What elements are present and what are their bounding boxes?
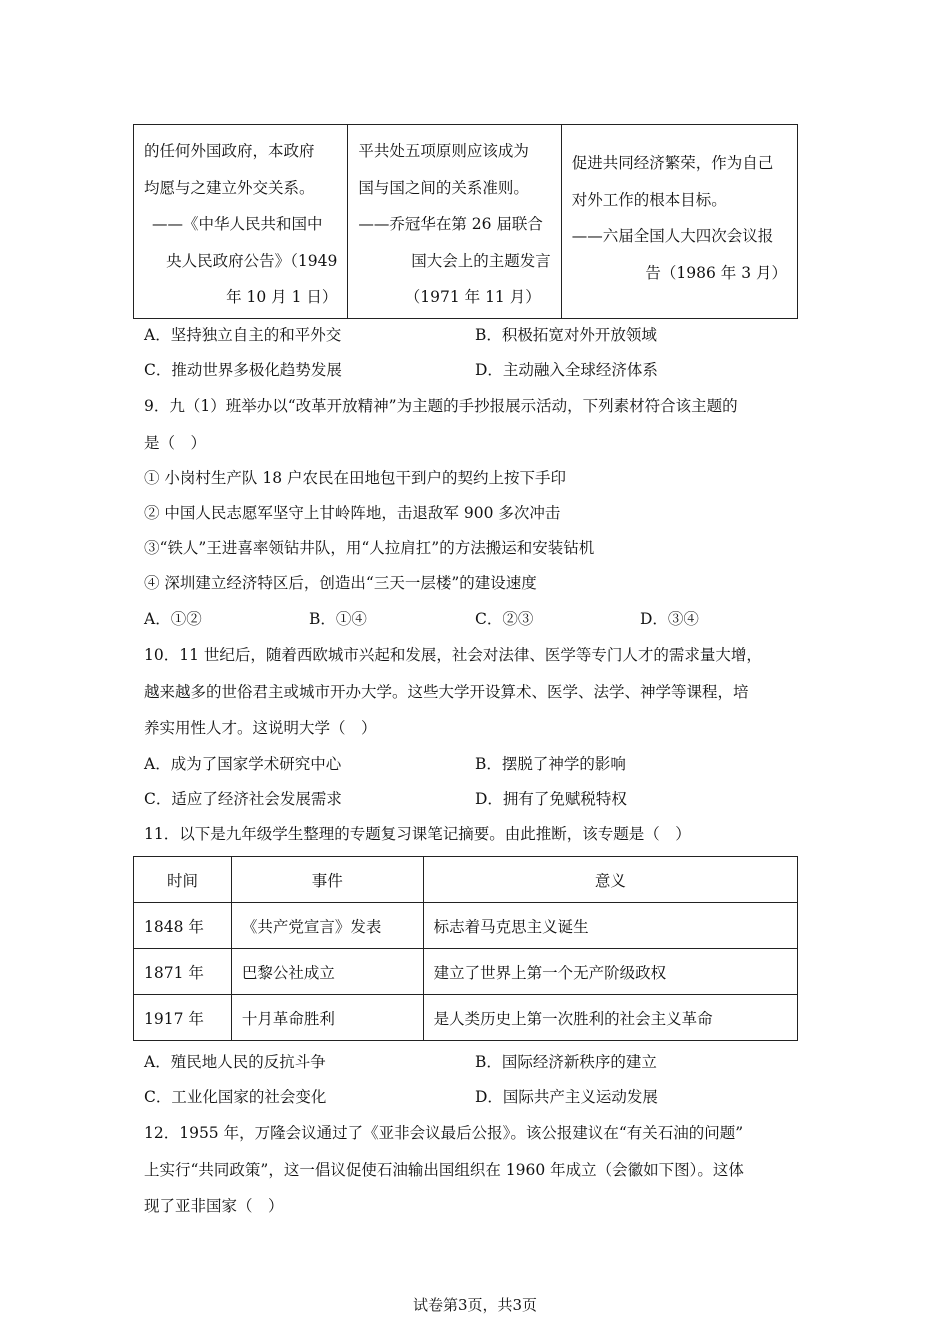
table-cell: 1917 年 bbox=[134, 995, 232, 1041]
q8-option-d[interactable]: D．主动融入全球经济体系 bbox=[475, 361, 658, 379]
q10-stem: 养实用性人才。这说明大学（ ） bbox=[144, 719, 377, 737]
q10-option-c[interactable]: C．适应了经济社会发展需求 bbox=[144, 790, 342, 808]
quote-cell-1949 bbox=[134, 125, 347, 318]
quote-cell-1971 bbox=[347, 125, 560, 318]
q8-option-a[interactable]: A．坚持独立自主的和平外交 bbox=[144, 326, 342, 344]
quote-source: 国大会上的主题发言 bbox=[411, 251, 551, 270]
quote-line: 均愿与之建立外交关系。 bbox=[144, 178, 315, 197]
q12-stem: 12．1955 年，万隆会议通过了《亚非会议最后公报》。该公报建议在“有关石油的问题” bbox=[144, 1124, 744, 1142]
quote-cell-1986 bbox=[561, 125, 797, 318]
table-header: 时间 bbox=[134, 857, 232, 903]
q8-option-c[interactable]: C．推动世界多极化趋势发展 bbox=[144, 361, 342, 379]
q9-option-a[interactable]: A．①② bbox=[144, 610, 202, 628]
table-header: 意义 bbox=[423, 857, 797, 903]
table-cell: 是人类历史上第一次胜利的社会主义革命 bbox=[423, 995, 797, 1041]
table-row bbox=[134, 995, 798, 1041]
q9-option-b[interactable]: B．①④ bbox=[309, 610, 367, 628]
q9-stem: 是（ ） bbox=[144, 434, 207, 452]
q9-item-1: ① 小岗村生产队 18 户农民在田地包干到户的契约上按下手印 bbox=[144, 469, 567, 487]
q9-option-d[interactable]: D．③④ bbox=[640, 610, 699, 628]
q12-stem: 上实行“共同政策”，这一倡议促使石油输出国组织在 1960 年成立（会徽如下图）。这体 bbox=[144, 1161, 744, 1179]
quote-table bbox=[133, 124, 798, 319]
table-cell: 巴黎公社成立 bbox=[231, 949, 423, 995]
table-cell: 建立了世界上第一个无产阶级政权 bbox=[423, 949, 797, 995]
table-cell: 十月革命胜利 bbox=[231, 995, 423, 1041]
page-footer: 试卷第3页，共3页 bbox=[412, 1296, 538, 1314]
q11-stem: 11．以下是九年级学生整理的专题复习课笔记摘要。由此推断，该专题是（ ） bbox=[144, 825, 691, 843]
q10-option-a[interactable]: A．成为了国家学术研究中心 bbox=[144, 755, 342, 773]
quote-source: ——六届全国人大四次会议报 bbox=[571, 227, 774, 245]
q10-option-b[interactable]: B．摆脱了神学的影响 bbox=[475, 755, 626, 773]
quote-source: 年 10 月 1 日） bbox=[226, 288, 338, 306]
table-header-row bbox=[134, 857, 798, 903]
quote-source: ——乔冠华在第 26 届联合 bbox=[358, 215, 543, 233]
quote-line: 对外工作的根本目标。 bbox=[571, 190, 727, 209]
table-cell: 1848 年 bbox=[134, 903, 232, 949]
quote-line: 的任何外国政府，本政府 bbox=[144, 142, 315, 160]
q9-item-2: ② 中国人民志愿军坚守上甘岭阵地，击退敌军 900 多次冲击 bbox=[144, 504, 561, 522]
q11-option-b[interactable]: B．国际经济新秩序的建立 bbox=[475, 1053, 657, 1071]
quote-source: 告（1986 年 3 月） bbox=[645, 263, 787, 282]
q11-table bbox=[133, 856, 798, 1041]
table-cell: 标志着马克思主义诞生 bbox=[423, 903, 797, 949]
table-header: 事件 bbox=[231, 857, 423, 903]
quote-source: （1971 年 11 月） bbox=[404, 288, 541, 306]
table-cell: 《共产党宣言》发表 bbox=[231, 903, 423, 949]
q12-stem: 现了亚非国家（ ） bbox=[144, 1197, 284, 1215]
table-row bbox=[134, 949, 798, 995]
q9-stem: 9．九（1）班举办以“改革开放精神”为主题的手抄报展示活动，下列素材符合该主题的 bbox=[144, 397, 738, 415]
q9-item-3: ③“铁人”王进喜率领钻井队，用“人拉肩扛”的方法搬运和安装钻机 bbox=[144, 539, 595, 557]
quote-line: 平共处五项原则应该成为 bbox=[358, 142, 529, 160]
q10-stem: 10．11 世纪后，随着西欧城市兴起和发展，社会对法律、医学等专门人才的需求量大增， bbox=[144, 646, 762, 664]
quote-line: 国与国之间的关系准则。 bbox=[358, 178, 529, 197]
q9-item-4: ④ 深圳建立经济特区后，创造出“三天一层楼”的建设速度 bbox=[144, 574, 537, 592]
q11-option-c[interactable]: C．工业化国家的社会变化 bbox=[144, 1088, 327, 1106]
q11-option-d[interactable]: D．国际共产主义运动发展 bbox=[475, 1088, 658, 1106]
q9-option-c[interactable]: C．②③ bbox=[475, 610, 534, 628]
quote-line: 促进共同经济繁荣，作为自己 bbox=[571, 154, 774, 172]
quote-source: 央人民政府公告》（1949 bbox=[166, 251, 338, 270]
table-cell: 1871 年 bbox=[134, 949, 232, 995]
q10-option-d[interactable]: D．拥有了免赋税特权 bbox=[475, 790, 627, 808]
quote-source: ——《中华人民共和国中 bbox=[152, 215, 323, 233]
q11-option-a[interactable]: A．殖民地人民的反抗斗争 bbox=[144, 1053, 326, 1071]
q8-option-b[interactable]: B．积极拓宽对外开放领域 bbox=[475, 326, 657, 344]
table-row bbox=[134, 903, 798, 949]
q10-stem: 越来越多的世俗君主或城市开办大学。这些大学开设算术、医学、法学、神学等课程，培 bbox=[144, 683, 749, 701]
